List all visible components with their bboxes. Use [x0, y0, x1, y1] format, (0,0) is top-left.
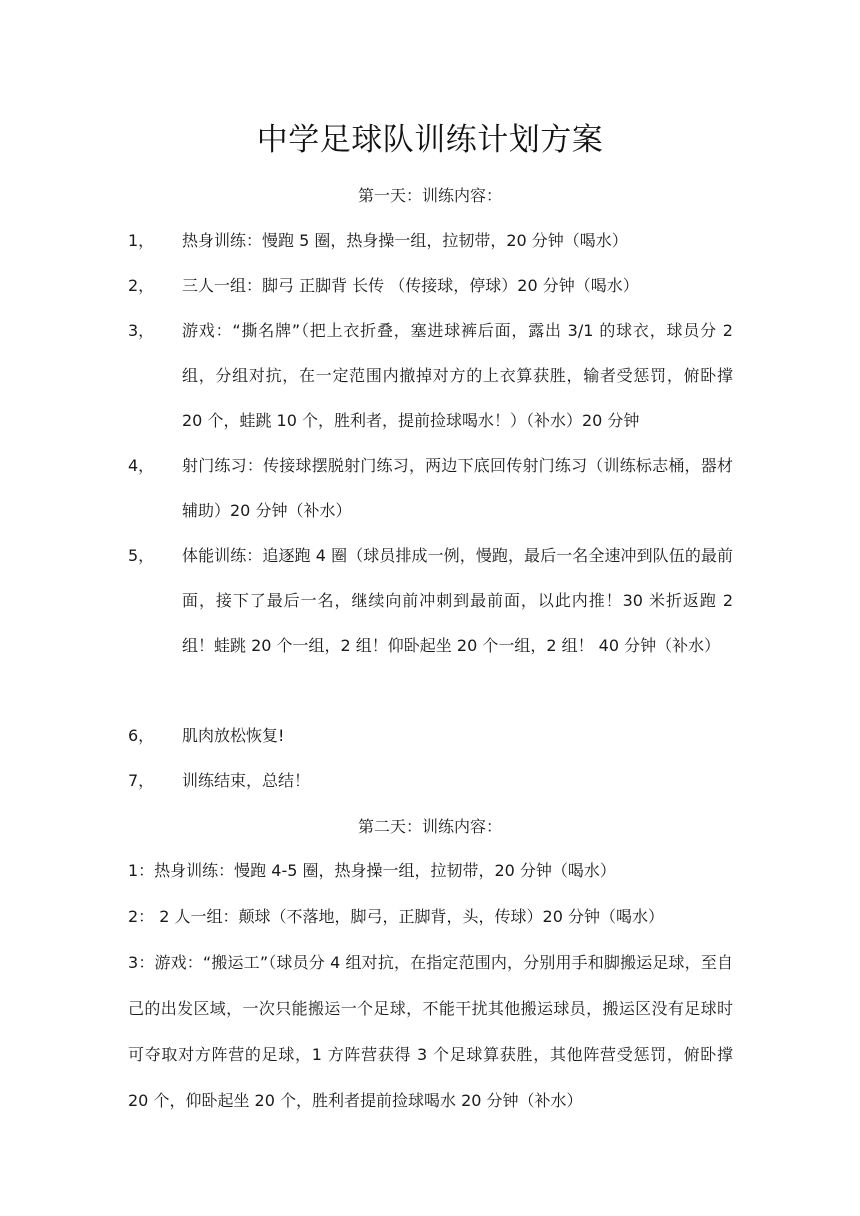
day2-item-1: 1：热身训练：慢跑 4-5 圈，热身操一组，拉韧带，20 分钟（喝水） — [128, 861, 616, 880]
day2-heading: 第二天：训练内容： — [357, 817, 502, 836]
item-text: 射门练习：传接球摆脱射门练习，两边下底回传射门练习（训练标志桶，器材辅助）20 分钟（补水） — [182, 456, 733, 520]
day1-item-2 — [128, 263, 733, 308]
document-title: 中学足球队训练计划方案 — [256, 122, 604, 158]
day1-item-5 — [128, 533, 733, 668]
item-number: 6， — [128, 726, 155, 745]
item-text: 体能训练：追逐跑 4 圈（球员排成一例，慢跑，最后一名全速冲到队伍的最前面，接下了最后一名，继续向前冲刺到最前面，以此内推！30 米折返跑 2 组！蛙跳 20 个一组，2 组！仰卧起坐 20 个一组，2 组！ 40 分钟（补水） — [182, 546, 733, 655]
item-text: 训练结束，总结！ — [182, 771, 311, 790]
day1-item-6 — [128, 713, 733, 758]
item-text: 热身训练：慢跑 5 圈，热身操一组，拉韧带，20 分钟（喝水） — [182, 231, 628, 250]
item-text: 肌肉放松恢复! — [182, 726, 285, 745]
item-number: 4， — [128, 456, 155, 475]
item-number: 7， — [128, 771, 155, 790]
item-number: 2， — [128, 276, 155, 295]
item-text: 三人一组：脚弓 正脚背 长传 （传接球，停球）20 分钟（喝水） — [182, 276, 639, 295]
day1-item-7 — [128, 758, 733, 803]
day1-item-1 — [128, 218, 733, 263]
day1-heading: 第一天：训练内容： — [357, 186, 502, 205]
day2-item-3: 3：游戏：“搬运工”（球员分 4 组对抗，在指定范围内，分别用手和脚搬运足球，至自己的出发区域，一次只能搬运一个足球，不能干扰其他搬运球员，搬运区没有足球时可夺取对方阵营的足球，1 方阵营获得 3 个足球算获胜，其他阵营受惩罚，俯卧撑 20 个，仰卧起坐 20 个，胜利者提前捡球喝水 20 分钟（补水） — [128, 953, 733, 1110]
item-number: 5， — [128, 546, 155, 565]
day1-item-3 — [128, 308, 733, 443]
item-number: 3， — [128, 321, 155, 340]
day1-item-4 — [128, 443, 733, 533]
day2-item-2: 2： 2 人一组：颠球（不落地，脚弓，正脚背，头，传球）20 分钟（喝水） — [128, 907, 664, 926]
item-number: 1， — [128, 231, 155, 250]
item-text: 游戏：“撕名牌”（把上衣折叠，塞进球裤后面，露出 3/1 的球衣，球员分 2 组，分组对抗，在一定范围内撤掉对方的上衣算获胜，输者受惩罚，俯卧撑 20 个，蛙跳 10 个，胜利者，提前捡球喝水！）（补水）20 分钟 — [182, 321, 733, 430]
